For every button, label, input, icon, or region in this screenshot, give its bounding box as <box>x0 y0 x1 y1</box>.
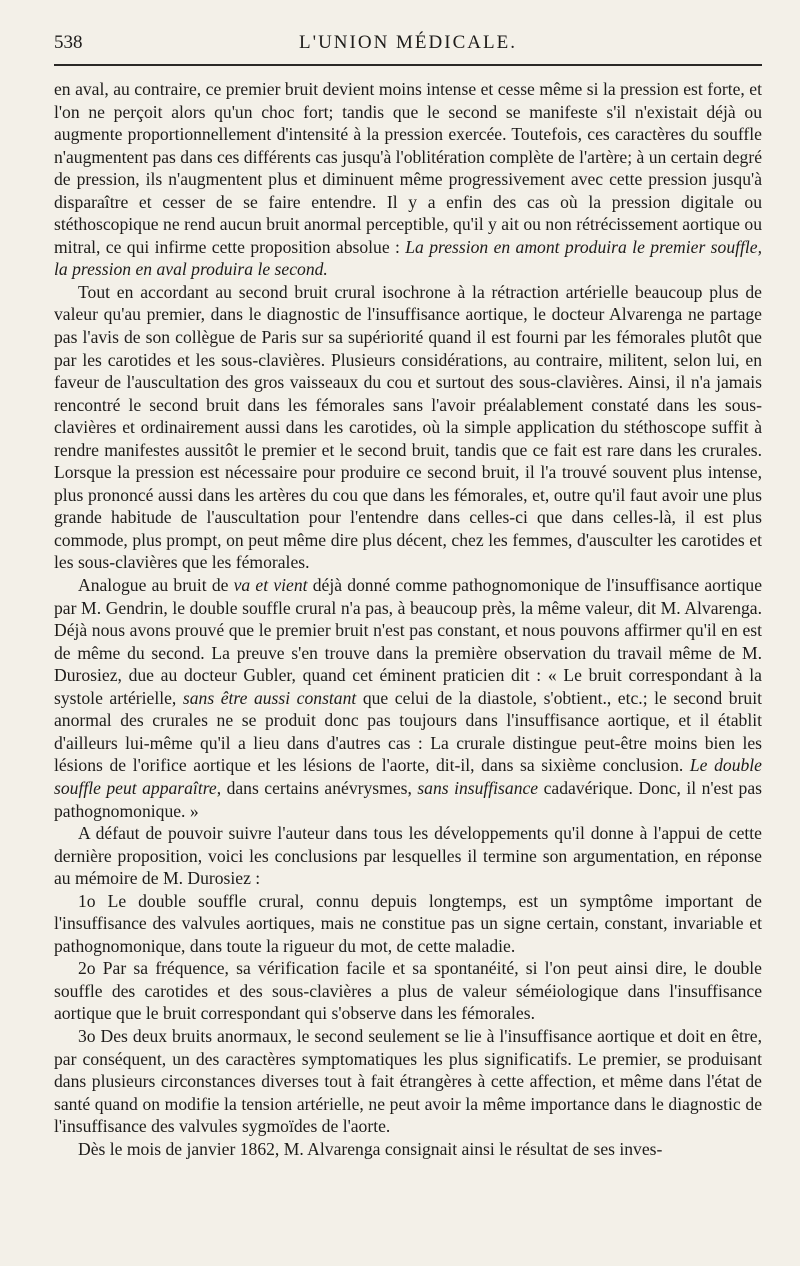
paragraph <box>54 822 762 890</box>
paragraph <box>54 574 762 822</box>
text-run: déjà donné comme pathognomonique de l'insuffisance aortique par M. Gendrin, le double souffle crural n'a pas, à beaucoup près, la même valeur, dit M. Alvarenga. Déjà nous avons prouvé que le premier bruit n'est pas constant, et nous pouvons affirmer qu'il en est de même du second. La preuve s'en trouve dans la première observation du travail même de M. Durosiez, due au docteur Gubler, quand cet éminent praticien dit : « Le bruit correspondant à la systole artérielle, <box>54 575 763 708</box>
text-run: en aval, au contraire, ce premier bruit devient moins intense et cesse même si la pression est forte, et l'on ne perçoit alors qu'un choc fort; tandis que le second se manifeste s'il n'existait déjà ou augmente proportionnellement d'intensité à la pression exercée. Toutefois, ces caractères du souffle n'augmentent pas dans ces différents cas jusqu'à l'oblitération complète de l'artère; à un certain degré de pression, ils n'augmentent plus et diminuent même progressivement avec cette pression jusqu'à disparaître et cesser de se faire entendre. Il y a enfin des cas où la pression digitale ou stéthoscopique ne rend aucun bruit anormal perceptible, qu'il y ait ou non rétrécissement aortique ou mitral, ce qui infirme cette proposition absolue : <box>54 79 763 257</box>
page-header <box>54 28 762 62</box>
running-title: L'UNION MÉDICALE. <box>299 32 517 53</box>
paragraph <box>54 890 762 958</box>
text-run: cadavérique. Donc, il n'est pas pathognomonique. » <box>54 777 762 821</box>
text-run: 1o Le double souffle crural, connu depuis longtemps, est un symptôme important de l'insuffisance des valvules aortiques, mais ne constitue pas un signe certain, constant, invariable et pathognomonique, dans toute la rigueur du mot, de cette maladie. <box>54 890 762 956</box>
text-run: , dans certains anévrysmes, <box>216 777 418 798</box>
text-run: 3o Des deux bruits anormaux, le second seulement se lie à l'insuffisance aortique et doit en être, par conséquent, un des caractères symptomatiques les plus significatifs. Le premier, se produisant dans plusieurs circonstances diverses tout à fait étrangères à cette affection, et même dans l'état de santé quand on modifie la tension artérielle, ne peut avoir la même importance dans le diagnostic de l'insuffisance des valvules sygmoïdes de l'aorte. <box>54 1025 762 1137</box>
italic-text: La pression en amont produira le premier souffle, la pression en aval produira le second. <box>54 236 762 280</box>
paragraph <box>54 1025 762 1138</box>
italic-text: Le double souffle peut apparaître <box>54 755 762 798</box>
text-run: 2o Par sa fréquence, sa vérification facile et sa spontanéité, si l'on peut ainsi dire, le double souffle des carotides et des sous-clavières a plus de valeur séméiologique dans l'insuffisance aortique que le bruit correspondant qui s'observe dans les fémorales. <box>54 958 762 1024</box>
text-run: Dès le mois de janvier 1862, M. Alvarenga consignait ainsi le résultat de ses inves- <box>78 1138 663 1159</box>
italic-text: va et vient <box>233 575 308 596</box>
page-number: 538 <box>54 32 83 53</box>
text-run: Tout en accordant au second bruit crural isochrone à la rétraction artérielle beaucoup plus de valeur qu'au premier, dans le diagnostic de l'insuffisance aortique, le docteur Alvarenga ne partage pas l'avis de son collègue de Paris sur sa supériorité quand il est fourni par les fémorales plutôt que par les carotides et les sous-clavières. Plusieurs considérations, au contraire, militent, selon lui, en faveur de l'auscultation des gros vaisseaux du cou et surtout des sous-clavières. Ainsi, il n'a jamais rencontré le second bruit dans les fémorales sans l'avoir préalablement constaté dans les sous-clavières et ordinairement aussi dans les carotides, où la simple application du stéthoscope suffit à rendre manifestes aussitôt le premier et le second bruit, tandis que ce fait est rare dans les crurales. Lorsque la pression est nécessaire pour produire ce second bruit, il l'a trouvé souvent plus intense, plus prononcé aussi dans les artères du cou que dans les fémorales, et, outre qu'il faut avoir une plus grande habitude de l'auscultation pour l'entendre dans celles-ci que dans celles-là, il est plus commode, plus prompt, on peut même dire plus décent, chez les femmes, d'ausculter les carotides et les sous-clavières que les fémorales. <box>54 281 762 573</box>
italic-text: sans être aussi constant <box>182 687 357 708</box>
header-rule <box>54 64 762 66</box>
body-text <box>54 78 762 1160</box>
paragraph <box>54 957 762 1025</box>
text-run: A défaut de pouvoir suivre l'auteur dans tous les développements qu'il donne à l'appui de cette dernière proposition, voici les conclusions par lesquelles il termine son argumentation, en réponse au mémoire de M. Durosiez : <box>54 823 762 889</box>
paragraph <box>54 1138 762 1161</box>
text-run: Analogue au bruit de <box>78 575 234 596</box>
italic-text: sans insuffisance <box>417 777 539 798</box>
text-run: que celui de la diastole, s'obtient., etc.; le second bruit anormal des crurales ne se produit donc pas toujours dans l'insuffisance aortique, et il établit d'ailleurs lui-même qu'il a lieu dans d'autres cas : La crurale distingue peut-être moins bien les lésions de l'orifice aortique et les lésions de l'aorte, dit-il, dans sa sixième conclusion. <box>54 687 762 776</box>
paragraph <box>54 281 762 574</box>
paragraph <box>54 78 762 281</box>
